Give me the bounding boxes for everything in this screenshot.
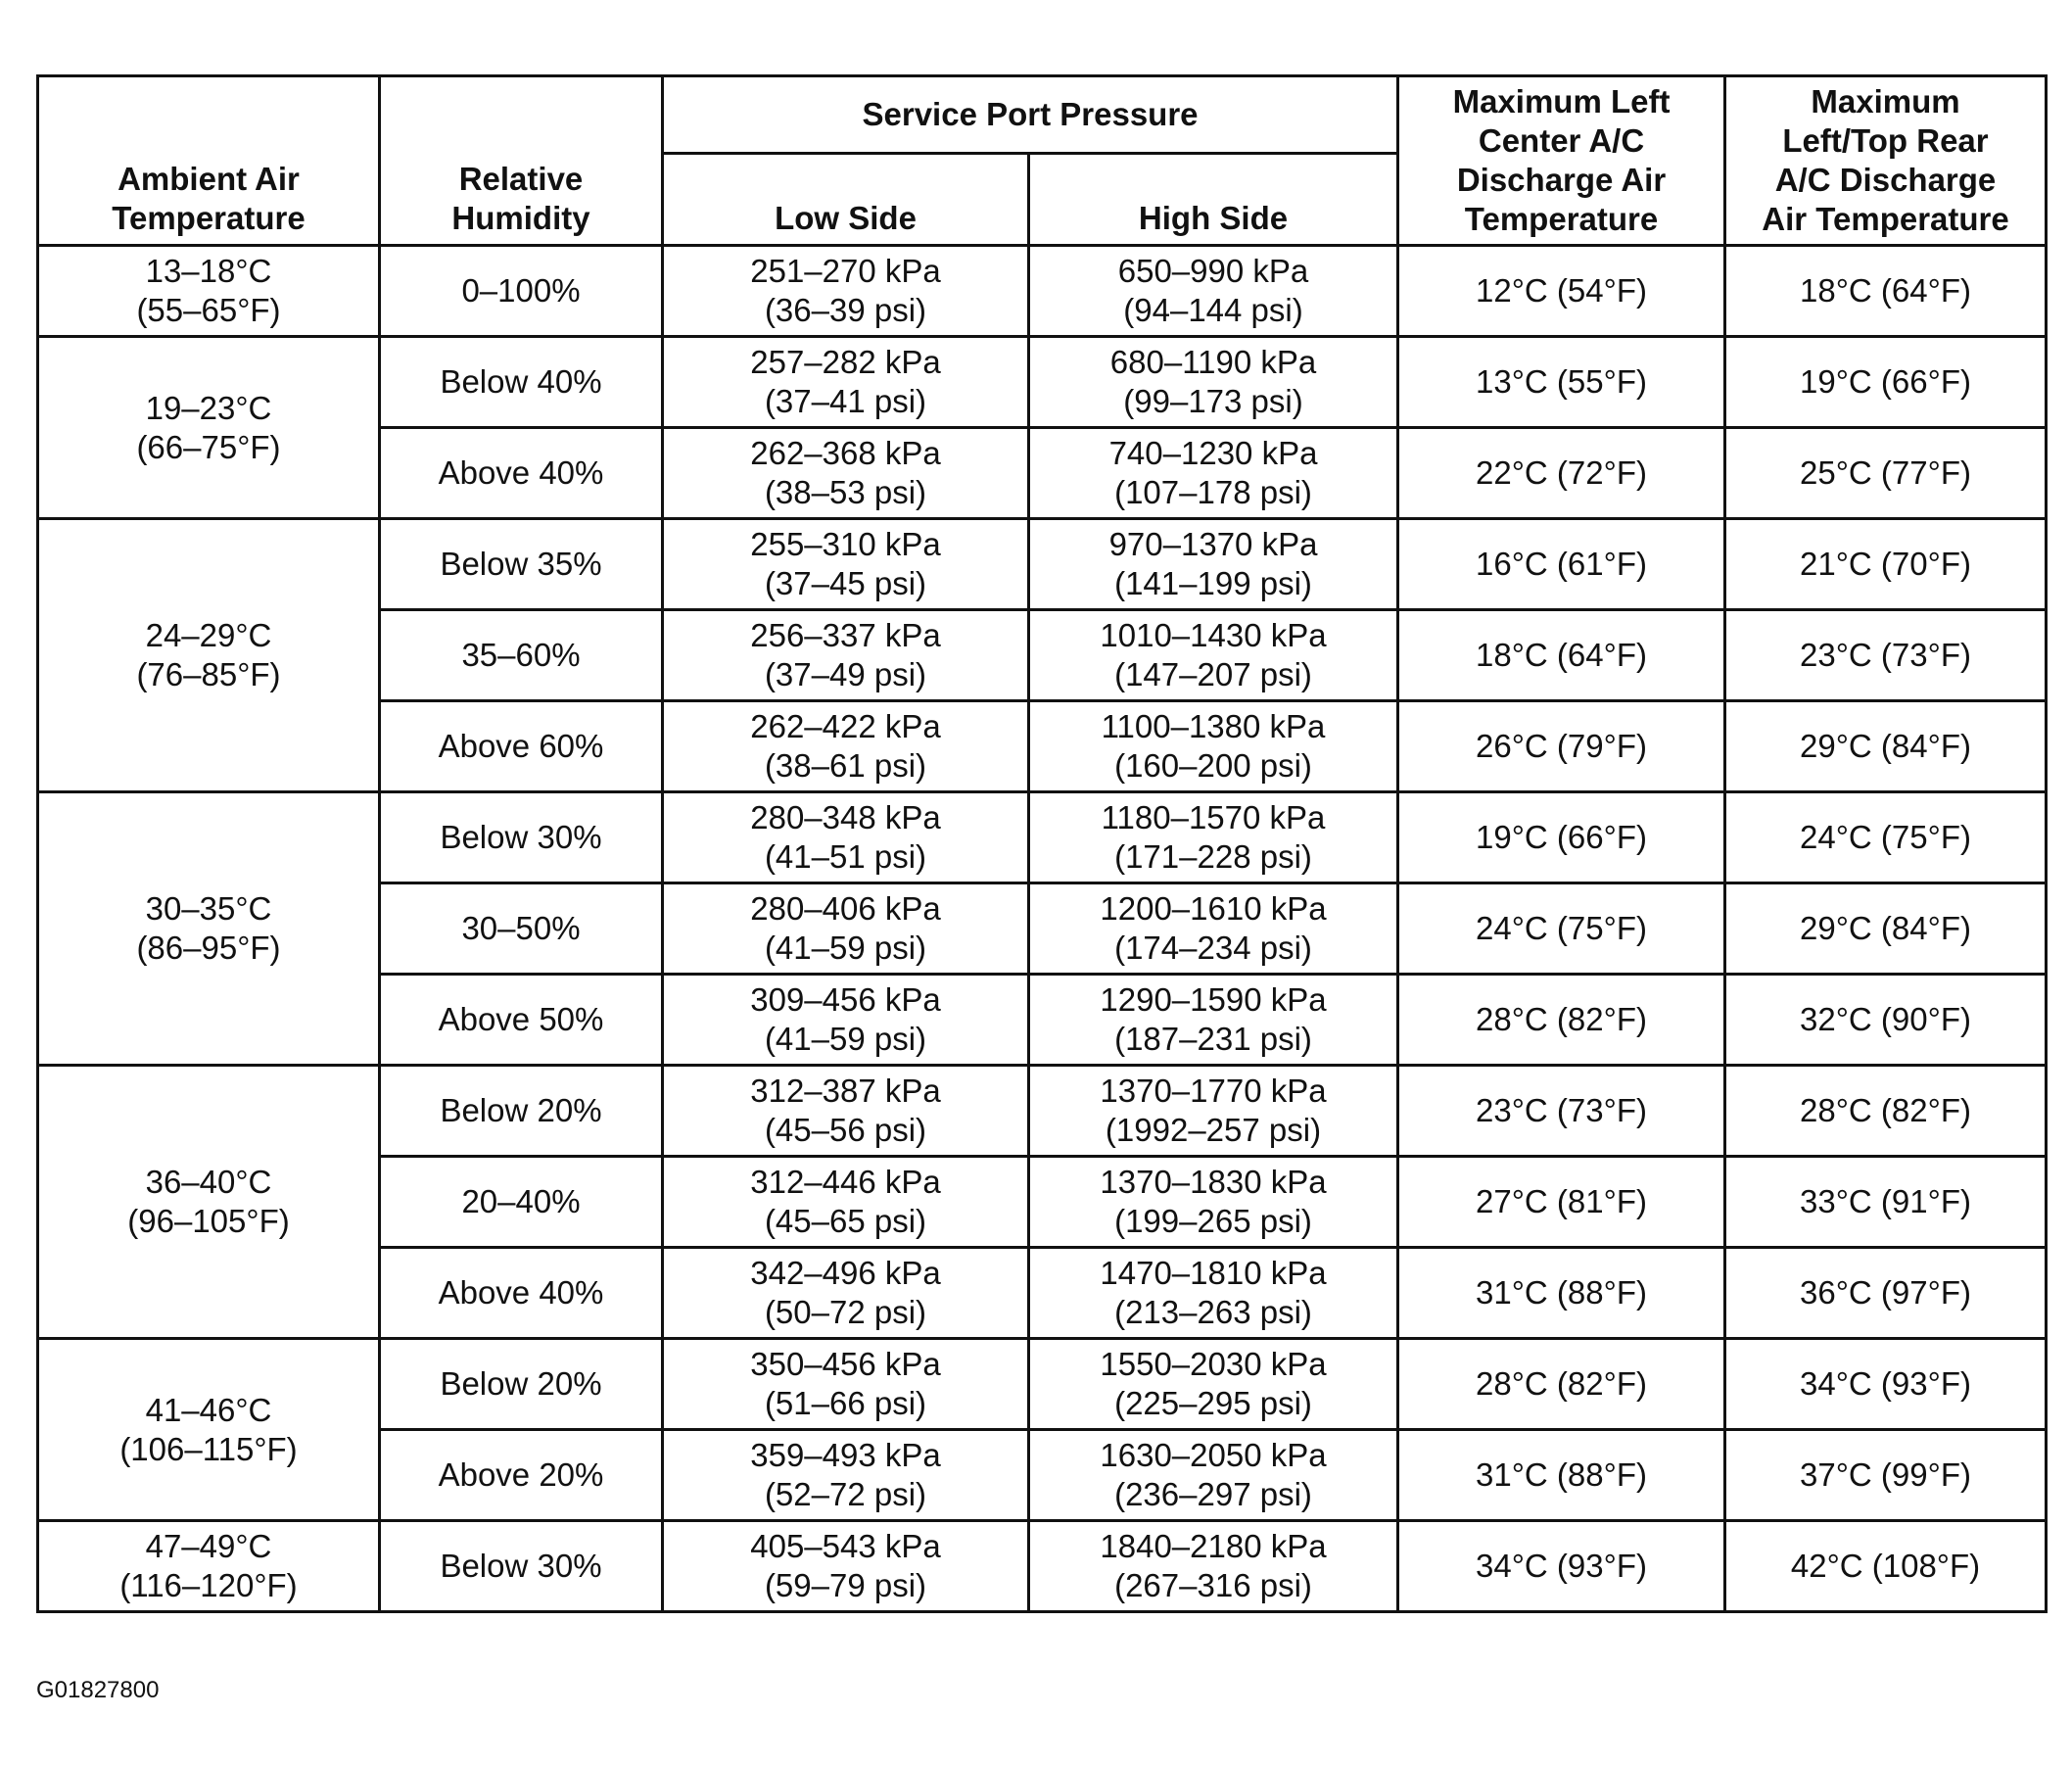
- rear-discharge-temp-cell: 29°C (84°F): [1725, 883, 2047, 975]
- left-center-discharge-temp-cell: 13°C (55°F): [1398, 337, 1725, 428]
- high-side-pressure-cell: 1370–1770 kPa (1992–257 psi): [1029, 1066, 1398, 1157]
- left-center-discharge-temp-cell: 26°C (79°F): [1398, 701, 1725, 792]
- left-center-discharge-temp-cell: 24°C (75°F): [1398, 883, 1725, 975]
- ambient-temperature-cell: 36–40°C (96–105°F): [38, 1066, 380, 1339]
- table-row: [38, 337, 2047, 428]
- header-low-side: Low Side: [663, 154, 1029, 246]
- table-row: [38, 1339, 2047, 1430]
- low-side-pressure-cell: 312–387 kPa (45–56 psi): [663, 1066, 1029, 1157]
- rear-discharge-temp-cell: 37°C (99°F): [1725, 1430, 2047, 1521]
- humidity-cell: 20–40%: [380, 1157, 663, 1248]
- humidity-cell: Below 20%: [380, 1339, 663, 1430]
- high-side-pressure-cell: 1470–1810 kPa (213–263 psi): [1029, 1248, 1398, 1339]
- high-side-pressure-cell: 970–1370 kPa (141–199 psi): [1029, 519, 1398, 610]
- humidity-cell: Above 40%: [380, 428, 663, 519]
- humidity-cell: Below 30%: [380, 792, 663, 883]
- low-side-pressure-cell: 280–348 kPa (41–51 psi): [663, 792, 1029, 883]
- ambient-temperature-cell: 19–23°C (66–75°F): [38, 337, 380, 519]
- left-center-discharge-temp-cell: 27°C (81°F): [1398, 1157, 1725, 1248]
- low-side-pressure-cell: 257–282 kPa (37–41 psi): [663, 337, 1029, 428]
- high-side-pressure-cell: 1550–2030 kPa (225–295 psi): [1029, 1339, 1398, 1430]
- header-high-side: High Side: [1029, 154, 1398, 246]
- high-side-pressure-cell: 740–1230 kPa (107–178 psi): [1029, 428, 1398, 519]
- rear-discharge-temp-cell: 42°C (108°F): [1725, 1521, 2047, 1612]
- table-row: [38, 792, 2047, 883]
- ac-performance-table: [36, 74, 2048, 1613]
- high-side-pressure-cell: 1010–1430 kPa (147–207 psi): [1029, 610, 1398, 701]
- table-row: [38, 1521, 2047, 1612]
- low-side-pressure-cell: 312–446 kPa (45–65 psi): [663, 1157, 1029, 1248]
- rear-discharge-temp-cell: 18°C (64°F): [1725, 246, 2047, 337]
- left-center-discharge-temp-cell: 16°C (61°F): [1398, 519, 1725, 610]
- low-side-pressure-cell: 256–337 kPa (37–49 psi): [663, 610, 1029, 701]
- header-ambient-air-temperature: Ambient Air Temperature: [38, 76, 380, 246]
- high-side-pressure-cell: 680–1190 kPa (99–173 psi): [1029, 337, 1398, 428]
- header-service-port-pressure: Service Port Pressure: [663, 76, 1398, 154]
- ambient-temperature-cell: 41–46°C (106–115°F): [38, 1339, 380, 1521]
- rear-discharge-temp-cell: 25°C (77°F): [1725, 428, 2047, 519]
- humidity-cell: Below 35%: [380, 519, 663, 610]
- low-side-pressure-cell: 280–406 kPa (41–59 psi): [663, 883, 1029, 975]
- rear-discharge-temp-cell: 34°C (93°F): [1725, 1339, 2047, 1430]
- header-relative-humidity: Relative Humidity: [380, 76, 663, 246]
- rear-discharge-temp-cell: 36°C (97°F): [1725, 1248, 2047, 1339]
- ambient-temperature-cell: 30–35°C (86–95°F): [38, 792, 380, 1066]
- humidity-cell: Above 40%: [380, 1248, 663, 1339]
- humidity-cell: 35–60%: [380, 610, 663, 701]
- rear-discharge-temp-cell: 33°C (91°F): [1725, 1157, 2047, 1248]
- rear-discharge-temp-cell: 32°C (90°F): [1725, 975, 2047, 1066]
- humidity-cell: Below 40%: [380, 337, 663, 428]
- low-side-pressure-cell: 342–496 kPa (50–72 psi): [663, 1248, 1029, 1339]
- left-center-discharge-temp-cell: 28°C (82°F): [1398, 975, 1725, 1066]
- rear-discharge-temp-cell: 24°C (75°F): [1725, 792, 2047, 883]
- humidity-cell: Above 20%: [380, 1430, 663, 1521]
- humidity-cell: Above 50%: [380, 975, 663, 1066]
- left-center-discharge-temp-cell: 18°C (64°F): [1398, 610, 1725, 701]
- high-side-pressure-cell: 1630–2050 kPa (236–297 psi): [1029, 1430, 1398, 1521]
- humidity-cell: Below 30%: [380, 1521, 663, 1612]
- low-side-pressure-cell: 359–493 kPa (52–72 psi): [663, 1430, 1029, 1521]
- rear-discharge-temp-cell: 28°C (82°F): [1725, 1066, 2047, 1157]
- left-center-discharge-temp-cell: 34°C (93°F): [1398, 1521, 1725, 1612]
- high-side-pressure-cell: 650–990 kPa (94–144 psi): [1029, 246, 1398, 337]
- table-body: [38, 246, 2047, 1612]
- rear-discharge-temp-cell: 19°C (66°F): [1725, 337, 2047, 428]
- left-center-discharge-temp-cell: 31°C (88°F): [1398, 1248, 1725, 1339]
- high-side-pressure-cell: 1200–1610 kPa (174–234 psi): [1029, 883, 1398, 975]
- table-row: [38, 1066, 2047, 1157]
- rear-discharge-temp-cell: 21°C (70°F): [1725, 519, 2047, 610]
- table-row: [38, 246, 2047, 337]
- header-max-rear-discharge-temp: Maximum Left/Top Rear A/C Discharge Air Temperature: [1725, 76, 2047, 246]
- table-row: [38, 519, 2047, 610]
- humidity-cell: Above 60%: [380, 701, 663, 792]
- high-side-pressure-cell: 1180–1570 kPa (171–228 psi): [1029, 792, 1398, 883]
- humidity-cell: 30–50%: [380, 883, 663, 975]
- left-center-discharge-temp-cell: 19°C (66°F): [1398, 792, 1725, 883]
- header-max-left-center-discharge-temp: Maximum Left Center A/C Discharge Air Temperature: [1398, 76, 1725, 246]
- ambient-temperature-cell: 47–49°C (116–120°F): [38, 1521, 380, 1612]
- rear-discharge-temp-cell: 23°C (73°F): [1725, 610, 2047, 701]
- figure-id: G01827800: [36, 1677, 160, 1703]
- rear-discharge-temp-cell: 29°C (84°F): [1725, 701, 2047, 792]
- left-center-discharge-temp-cell: 23°C (73°F): [1398, 1066, 1725, 1157]
- low-side-pressure-cell: 309–456 kPa (41–59 psi): [663, 975, 1029, 1066]
- low-side-pressure-cell: 251–270 kPa (36–39 psi): [663, 246, 1029, 337]
- low-side-pressure-cell: 350–456 kPa (51–66 psi): [663, 1339, 1029, 1430]
- humidity-cell: Below 20%: [380, 1066, 663, 1157]
- left-center-discharge-temp-cell: 31°C (88°F): [1398, 1430, 1725, 1521]
- humidity-cell: 0–100%: [380, 246, 663, 337]
- left-center-discharge-temp-cell: 22°C (72°F): [1398, 428, 1725, 519]
- low-side-pressure-cell: 405–543 kPa (59–79 psi): [663, 1521, 1029, 1612]
- low-side-pressure-cell: 262–368 kPa (38–53 psi): [663, 428, 1029, 519]
- ambient-temperature-cell: 24–29°C (76–85°F): [38, 519, 380, 792]
- left-center-discharge-temp-cell: 12°C (54°F): [1398, 246, 1725, 337]
- high-side-pressure-cell: 1370–1830 kPa (199–265 psi): [1029, 1157, 1398, 1248]
- high-side-pressure-cell: 1290–1590 kPa (187–231 psi): [1029, 975, 1398, 1066]
- high-side-pressure-cell: 1840–2180 kPa (267–316 psi): [1029, 1521, 1398, 1612]
- left-center-discharge-temp-cell: 28°C (82°F): [1398, 1339, 1725, 1430]
- high-side-pressure-cell: 1100–1380 kPa (160–200 psi): [1029, 701, 1398, 792]
- low-side-pressure-cell: 262–422 kPa (38–61 psi): [663, 701, 1029, 792]
- low-side-pressure-cell: 255–310 kPa (37–45 psi): [663, 519, 1029, 610]
- ambient-temperature-cell: 13–18°C (55–65°F): [38, 246, 380, 337]
